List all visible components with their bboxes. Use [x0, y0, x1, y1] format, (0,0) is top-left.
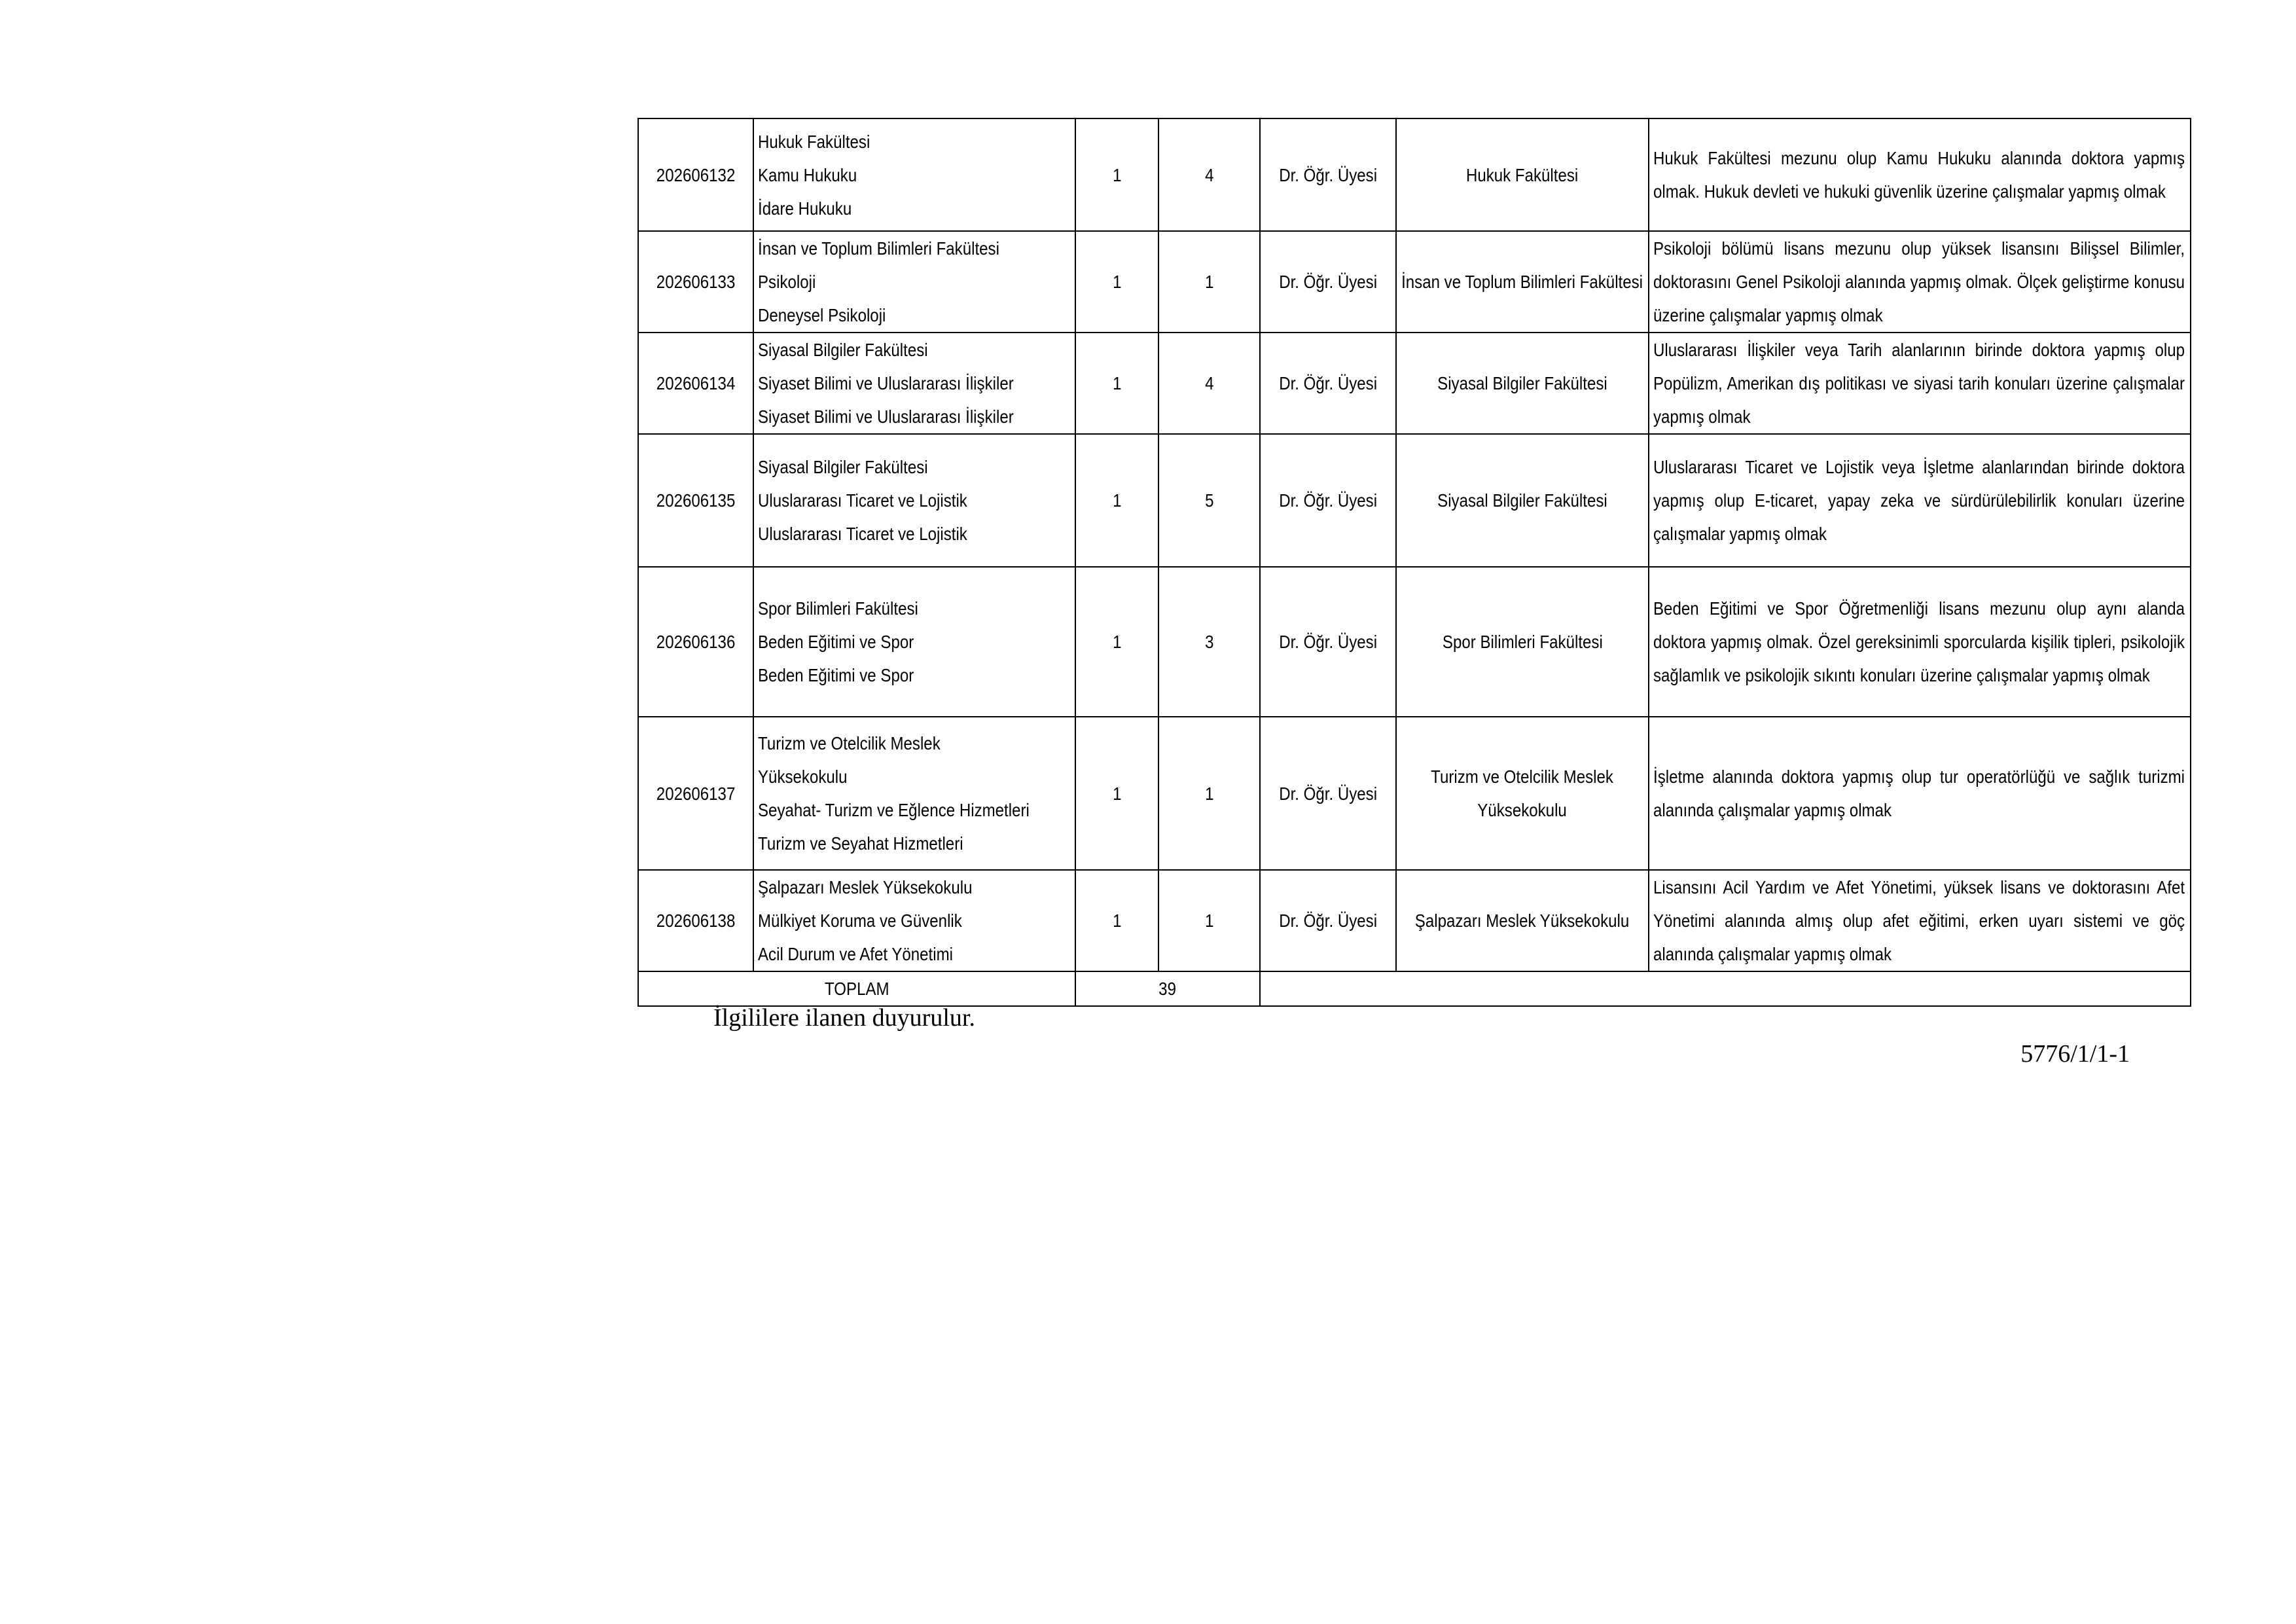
unit-department: Uluslararası Ticaret ve Lojistik	[758, 490, 967, 511]
unit-faculty: Siyasal Bilgiler Fakültesi	[758, 457, 928, 477]
row-title: Dr. Öğr. Üyesi	[1260, 434, 1396, 567]
table-row	[638, 434, 2191, 567]
row-code: 202606132	[638, 118, 753, 231]
row-requirement: Uluslararası Ticaret ve Lojistik veya İşletme alanlarından birinde doktora yapmış olup E-ticaret, yapay zeka ve sürdürülebilirlik konuları üzerine çalışmalar yapmış olmak	[1649, 434, 2191, 567]
row-degree: 1	[1158, 717, 1260, 870]
table-row	[638, 870, 2191, 971]
row-degree: 1	[1158, 231, 1260, 333]
total-row	[638, 971, 2191, 1006]
unit-department: Siyaset Bilimi ve Uluslararası İlişkiler	[758, 373, 1014, 393]
row-place: Siyasal Bilgiler Fakültesi	[1396, 434, 1649, 567]
unit-field: Acil Durum ve Afet Yönetimi	[758, 944, 954, 964]
row-count: 1	[1075, 717, 1158, 870]
unit-department: Mülkiyet Koruma ve Güvenlik	[758, 911, 962, 931]
row-place: Hukuk Fakültesi	[1396, 118, 1649, 231]
row-count: 1	[1075, 567, 1158, 717]
row-code: 202606134	[638, 333, 753, 434]
row-requirement: Beden Eğitimi ve Spor Öğretmenliği lisans mezunu olup aynı alanda doktora yapmış olmak. Özel gereksinimli sporcularda kişilik tipleri, psikolojik sağlamlık ve psikolojik sıkıntı konuları üzerine çalışmalar yapmış olmak	[1649, 567, 2191, 717]
row-place: Şalpazarı Meslek Yüksekokulu	[1396, 870, 1649, 971]
unit-department: Kamu Hukuku	[758, 164, 857, 185]
row-place: İnsan ve Toplum Bilimleri Fakültesi	[1396, 231, 1649, 333]
row-place: Spor Bilimleri Fakültesi	[1396, 567, 1649, 717]
unit-faculty: Turizm ve Otelcilik Meslek	[758, 733, 941, 753]
table-row	[638, 717, 2191, 870]
table-body	[638, 118, 2191, 1006]
row-requirement: Hukuk Fakültesi mezunu olup Kamu Hukuku alanında doktora yapmış olmak. Hukuk devleti ve hukuki güvenlik üzerine çalışmalar yapmış olmak	[1649, 118, 2191, 231]
row-place: Turizm ve Otelcilik Meslek Yüksekokulu	[1396, 717, 1649, 870]
unit-faculty: Şalpazarı Meslek Yüksekokulu	[758, 877, 973, 897]
row-unit	[753, 434, 1075, 567]
row-unit	[753, 333, 1075, 434]
row-unit	[753, 231, 1075, 333]
row-count: 1	[1075, 870, 1158, 971]
table-row	[638, 231, 2191, 333]
unit-field: Deneysel Psikoloji	[758, 305, 886, 325]
unit-field: Uluslararası Ticaret ve Lojistik	[758, 524, 967, 544]
total-empty	[1260, 971, 2191, 1006]
row-code: 202606136	[638, 567, 753, 717]
row-code: 202606137	[638, 717, 753, 870]
total-value: 39	[1075, 971, 1260, 1006]
row-title: Dr. Öğr. Üyesi	[1260, 870, 1396, 971]
row-unit	[753, 870, 1075, 971]
announcement-table	[637, 118, 2191, 1007]
table-row	[638, 118, 2191, 231]
total-label: TOPLAM	[638, 971, 1075, 1006]
row-count: 1	[1075, 231, 1158, 333]
row-place: Siyasal Bilgiler Fakültesi	[1396, 333, 1649, 434]
unit-field: Siyaset Bilimi ve Uluslararası İlişkiler	[758, 406, 1014, 427]
row-requirement: Psikoloji bölümü lisans mezunu olup yüksek lisansını Bilişsel Bilimler, doktorasını Genel Psikoloji alanında yapmış olmak. Ölçek geliştirme konusu üzerine çalışmalar yapmış olmak	[1649, 231, 2191, 333]
row-degree: 3	[1158, 567, 1260, 717]
table-row	[638, 333, 2191, 434]
row-degree: 5	[1158, 434, 1260, 567]
page-code: 5776/1/1-1	[2020, 1040, 2130, 1068]
row-requirement: Lisansını Acil Yardım ve Afet Yönetimi, yüksek lisans ve doktorasını Afet Yönetimi alanında almış olup afet eğitimi, erken uyarı sistemi ve göç alanında çalışmalar yapmış olmak	[1649, 870, 2191, 971]
row-degree: 4	[1158, 118, 1260, 231]
row-code: 202606135	[638, 434, 753, 567]
row-unit	[753, 567, 1075, 717]
unit-faculty: Siyasal Bilgiler Fakültesi	[758, 340, 928, 360]
row-count: 1	[1075, 434, 1158, 567]
unit-department: Seyahat- Turizm ve Eğlence Hizmetleri	[758, 800, 1030, 820]
unit-faculty: Spor Bilimleri Fakültesi	[758, 598, 918, 619]
unit-faculty: İnsan ve Toplum Bilimleri Fakültesi	[758, 238, 999, 259]
row-requirement: Uluslararası İlişkiler veya Tarih alanlarının birinde doktora yapmış olup Popülizm, Amerikan dış politikası ve siyasi tarih konuları üzerine çalışmalar yapmış olmak	[1649, 333, 2191, 434]
row-code: 202606133	[638, 231, 753, 333]
footer-note: İlgililere ilanen duyurulur.	[713, 1004, 975, 1032]
unit-field: Turizm ve Seyahat Hizmetleri	[758, 833, 963, 854]
row-unit	[753, 118, 1075, 231]
row-title: Dr. Öğr. Üyesi	[1260, 118, 1396, 231]
row-unit	[753, 717, 1075, 870]
row-count: 1	[1075, 118, 1158, 231]
unit-field: Beden Eğitimi ve Spor	[758, 665, 914, 685]
row-title: Dr. Öğr. Üyesi	[1260, 333, 1396, 434]
row-title: Dr. Öğr. Üyesi	[1260, 231, 1396, 333]
row-count: 1	[1075, 333, 1158, 434]
unit-department: Psikoloji	[758, 272, 816, 292]
unit-field: İdare Hukuku	[758, 198, 852, 219]
unit-faculty-cont: Yüksekokulu	[758, 767, 848, 787]
row-title: Dr. Öğr. Üyesi	[1260, 717, 1396, 870]
row-code: 202606138	[638, 870, 753, 971]
row-title: Dr. Öğr. Üyesi	[1260, 567, 1396, 717]
row-degree: 4	[1158, 333, 1260, 434]
row-requirement: İşletme alanında doktora yapmış olup tur operatörlüğü ve sağlık turizmi alanında çalışmalar yapmış olmak	[1649, 717, 2191, 870]
unit-department: Beden Eğitimi ve Spor	[758, 632, 914, 652]
table-row	[638, 567, 2191, 717]
row-degree: 1	[1158, 870, 1260, 971]
unit-faculty: Hukuk Fakültesi	[758, 131, 870, 152]
